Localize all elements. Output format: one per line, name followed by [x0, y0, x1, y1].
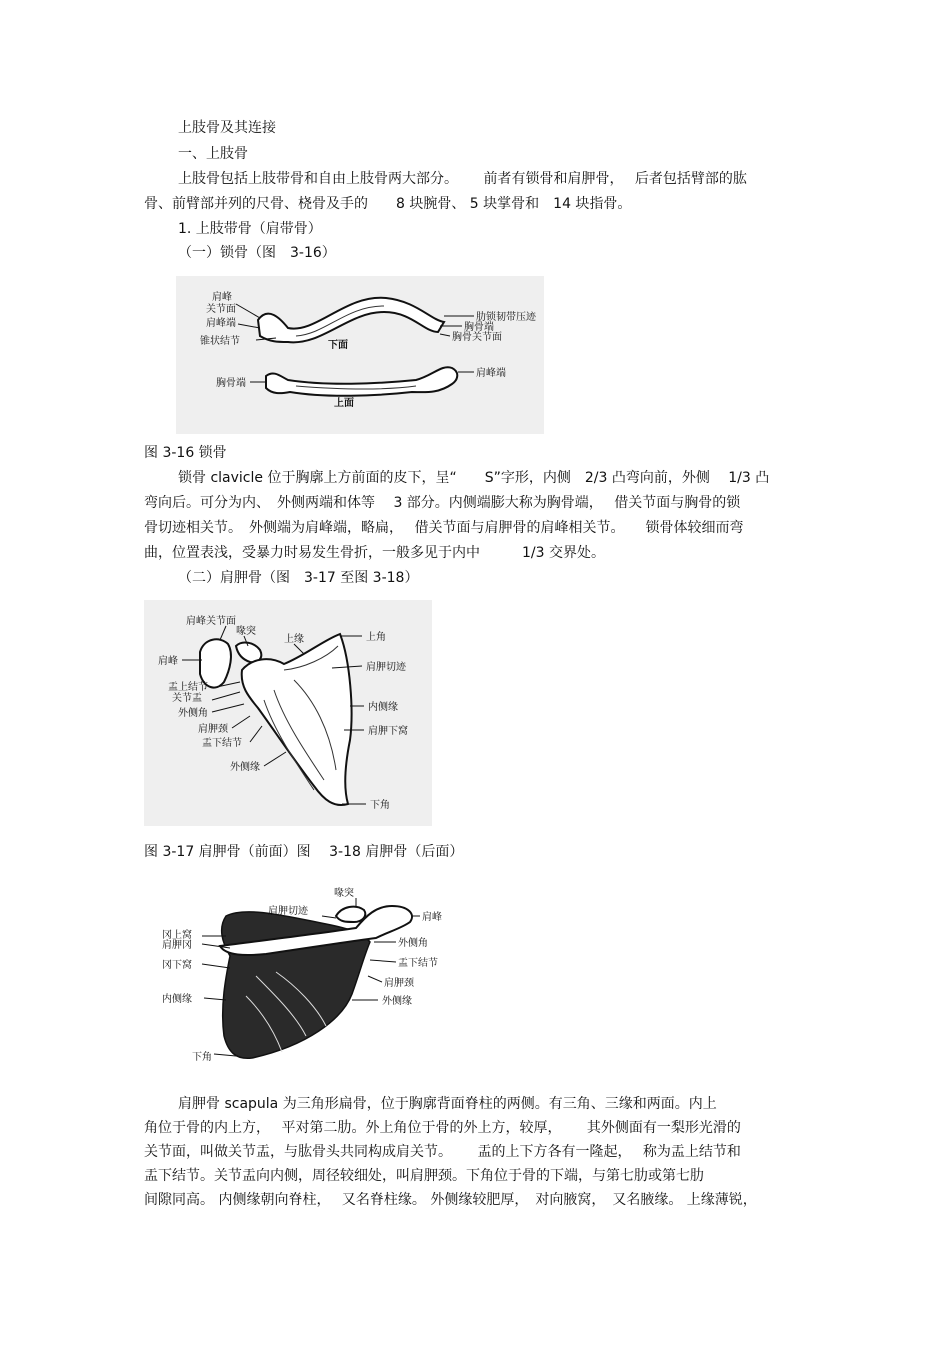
- label-scapular-notch-posterior: 肩胛切迹: [268, 906, 308, 917]
- paragraph-line: 弯向后。可分为内、 外侧两端和体等 3 部分。内侧端膨大称为胸骨端， 借关节面与胸骨的锁: [144, 495, 741, 511]
- label-lateral-border: 外侧缘: [230, 762, 260, 773]
- paragraph-line: 肩胛骨 scapula 为三角形扁骨，位于胸廓背面脊柱的两侧。有三角、三缘和两面。内上: [178, 1096, 717, 1112]
- label-neck-posterior: 肩胛颈: [384, 978, 414, 989]
- label-superior-angle: 上角: [366, 632, 386, 643]
- label-acromion: 肩峰: [212, 292, 232, 303]
- label-acromion-articular: 肩峰关节面: [186, 616, 236, 627]
- label-coracoid-posterior: 喙突: [334, 888, 354, 899]
- paragraph-line: 骨、前臂部并列的尺骨、桡骨及手的 8 块腕骨、 5 块掌骨和 14 块指骨。: [144, 196, 632, 212]
- label-medial-border: 内侧缘: [368, 702, 398, 713]
- label-sternal-end-2: 胸骨端: [216, 378, 246, 389]
- label-acromion-posterior: 肩峰: [422, 912, 442, 923]
- label-infraglenoid-posterior: 盂下结节: [398, 958, 438, 969]
- subsection-heading: （一）锁骨（图 3-16）: [178, 245, 336, 261]
- label-superior-view: 上面: [334, 398, 354, 409]
- label-articular-surface: 关节面: [206, 304, 236, 315]
- subsection-heading: （二）肩胛骨（图 3-17 至图 3-18）: [178, 570, 419, 586]
- label-inferior-view: 下面: [328, 340, 348, 351]
- paragraph-line: 间隙同高。 内侧缘朝向脊柱， 又名脊柱缘。 外侧缘较肥厚， 对向腋窝， 又名腋缘。 上缘薄锐，: [144, 1192, 757, 1208]
- subsection-heading: 1. 上肢带骨（肩带骨）: [178, 221, 322, 237]
- label-infraglenoid: 盂下结节: [202, 738, 242, 749]
- label-scapular-notch: 肩胛切迹: [366, 662, 406, 673]
- label-acromial-end: 肩峰端: [206, 318, 236, 329]
- label-acromion: 肩峰: [158, 656, 178, 667]
- label-coracoid: 喙突: [236, 626, 256, 637]
- paragraph-line: 锁骨 clavicle 位于胸廓上方前面的皮下，呈“ S”字形，内侧 2/3 凸弯向前，外侧 1/3 凸: [178, 470, 770, 486]
- label-superior-border: 上缘: [284, 634, 304, 645]
- figure-caption: 图 3-16 锁骨: [144, 445, 227, 461]
- label-neck: 肩胛颈: [198, 724, 228, 735]
- label-inferior-angle-posterior: 下角: [192, 1052, 212, 1063]
- label-acromial-end-2: 肩峰端: [476, 368, 506, 379]
- label-spine: 肩胛冈: [162, 940, 192, 951]
- label-supraspinous: 冈上窝: [162, 930, 192, 941]
- label-costoclavicular: 肋锁韧带压迹: [476, 312, 536, 323]
- label-infraspinous: 冈下窝: [162, 960, 192, 971]
- document-title: 上肢骨及其连接: [178, 120, 276, 136]
- section-heading: 一、上肢骨: [178, 146, 248, 162]
- scapula-anterior-figure: [144, 600, 432, 826]
- label-lateral-angle: 外侧角: [178, 708, 208, 719]
- scapula-posterior-figure: [156, 876, 476, 1066]
- paragraph-line: 曲，位置表浅，受暴力时易发生骨折，一般多见于内中 1/3 交界处。: [144, 545, 605, 561]
- label-lateral-border-posterior: 外侧缘: [382, 996, 412, 1007]
- label-subscapular-fossa: 肩胛下窝: [368, 726, 408, 737]
- label-lateral-angle-posterior: 外侧角: [398, 938, 428, 949]
- label-sternal-articular: 胸骨关节面: [452, 332, 502, 343]
- clavicle-figure: [176, 276, 544, 434]
- label-glenoid: 关节盂: [172, 693, 202, 704]
- label-medial-border-posterior: 内侧缘: [162, 994, 192, 1005]
- label-conoid-tubercle: 锥状结节: [200, 336, 240, 347]
- label-sternal-end: 胸骨端: [464, 322, 494, 333]
- paragraph-line: 上肢骨包括上肢带骨和自由上肢骨两大部分。 前者有锁骨和肩胛骨， 后者包括臂部的肱: [178, 171, 747, 187]
- label-inferior-angle: 下角: [370, 800, 390, 811]
- figure-caption: 图 3-17 肩胛骨（前面）图 3-18 肩胛骨（后面）: [144, 844, 464, 860]
- label-supraglenoid: 盂上结节: [168, 682, 208, 693]
- paragraph-line: 盂下结节。关节盂向内侧，周径较细处，叫肩胛颈。下角位于骨的下端，与第七肋或第七肋: [144, 1168, 704, 1184]
- paragraph-line: 角位于骨的内上方， 平对第二肋。外上角位于骨的外上方，较厚， 其外侧面有一梨形光滑的: [144, 1120, 741, 1136]
- paragraph-line: 骨切迹相关节。 外侧端为肩峰端，略扁， 借关节面与肩胛骨的肩峰相关节。 锁骨体较细而弯: [144, 520, 744, 536]
- paragraph-line: 关节面，叫做关节盂，与肱骨头共同构成肩关节。 盂的上下方各有一隆起， 称为盂上结节和: [144, 1144, 741, 1160]
